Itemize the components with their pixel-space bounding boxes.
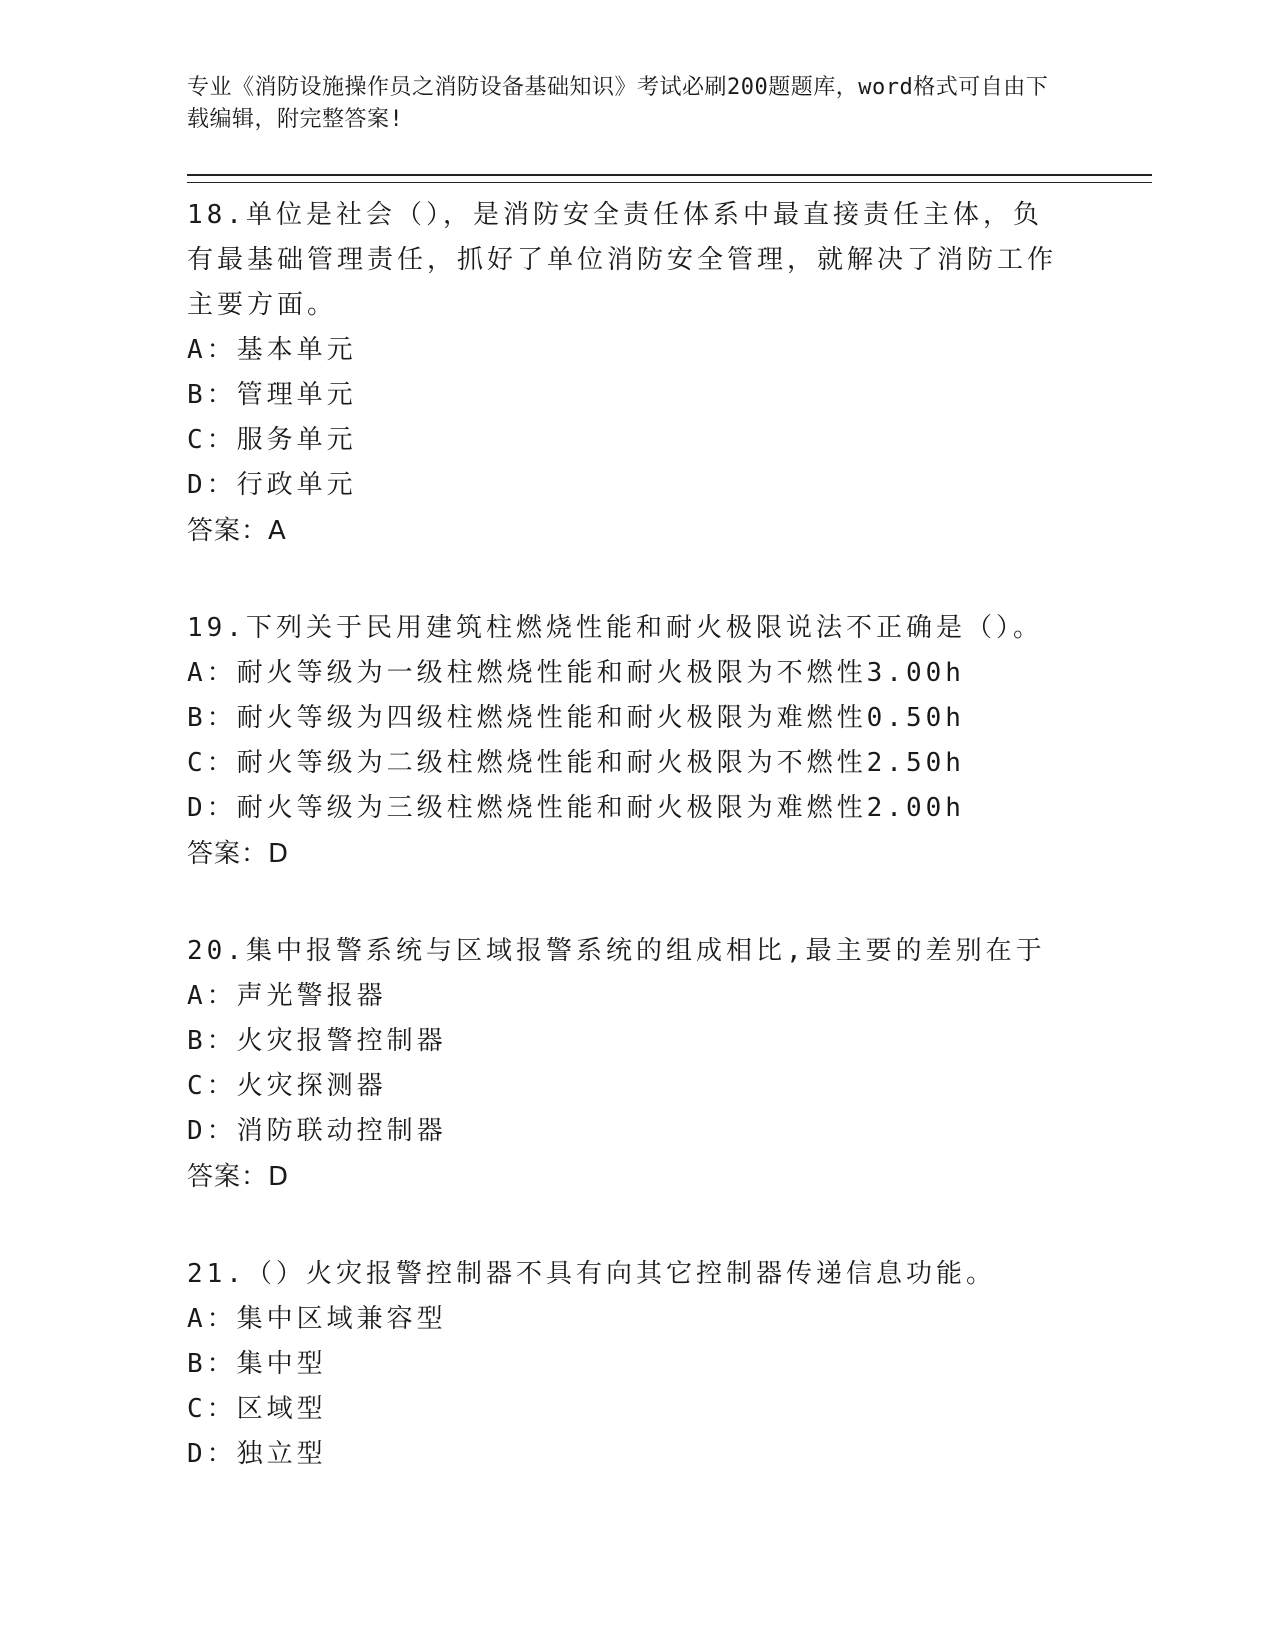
question-20 (187, 929, 1152, 1200)
question-21 (187, 1252, 1152, 1477)
answer-text: 答案：D (187, 839, 290, 869)
option-a: A：声光警报器 (187, 981, 387, 1011)
answer-text: 答案：A (187, 516, 287, 546)
header-divider (187, 174, 1152, 183)
option-d: D：耐火等级为三级柱燃烧性能和耐火极限为难燃性2.00h (187, 793, 965, 823)
option-c: C：耐火等级为二级柱燃烧性能和耐火极限为不燃性2.50h (187, 748, 965, 778)
option-b: B：火灾报警控制器 (187, 1026, 447, 1056)
option-a: A：耐火等级为一级柱燃烧性能和耐火极限为不燃性3.00h (187, 658, 965, 688)
question-19 (187, 606, 1152, 877)
document-header: 专业《消防设施操作员之消防设备基础知识》考试必刷200题题库，word格式可自由下载编辑，附完整答案! (187, 75, 1049, 132)
option-c: C：区域型 (187, 1394, 327, 1424)
option-a: A：集中区域兼容型 (187, 1304, 447, 1334)
option-a: A：基本单元 (187, 335, 357, 365)
option-c: C：服务单元 (187, 425, 357, 455)
option-d: D：行政单元 (187, 470, 357, 500)
option-b: B：集中型 (187, 1349, 327, 1379)
question-stem: 20.集中报警系统与区域报警系统的组成相比,最主要的差别在于 (187, 936, 1046, 966)
option-b: B：管理单元 (187, 380, 357, 410)
question-stem: 18.单位是社会（），是消防安全责任体系中最直接责任主体，负有最基础管理责任，抓好了单位消防安全管理，就解决了消防工作主要方面。 (187, 200, 1058, 320)
option-d: D：独立型 (187, 1439, 327, 1469)
question-18 (187, 193, 1152, 554)
option-c: C：火灾探测器 (187, 1071, 387, 1101)
question-stem: 19.下列关于民用建筑柱燃烧性能和耐火极限说法不正确是（）。 (187, 613, 1043, 643)
answer-text: 答案：D (187, 1162, 290, 1192)
document-page (187, 72, 1152, 1477)
question-stem: 21.（）火灾报警控制器不具有向其它控制器传递信息功能。 (187, 1259, 996, 1289)
option-b: B：耐火等级为四级柱燃烧性能和耐火极限为难燃性0.50h (187, 703, 965, 733)
option-d: D：消防联动控制器 (187, 1116, 447, 1146)
